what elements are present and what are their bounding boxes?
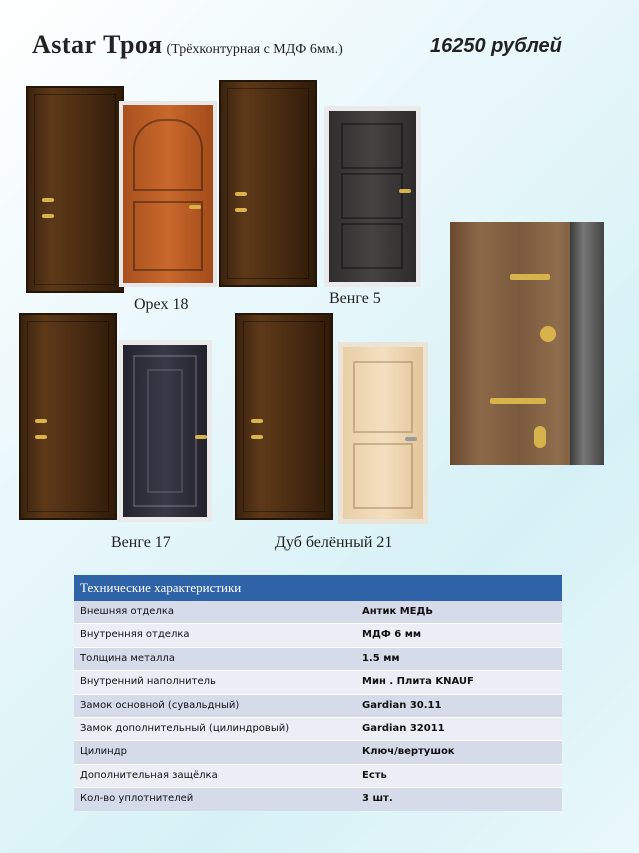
model-name: Astar Троя — [32, 30, 163, 59]
specs-table-header: Технические характеристики — [74, 575, 562, 601]
spec-value: Мин . Плита KNAUF — [362, 676, 474, 688]
door-exterior-image — [219, 80, 317, 287]
door-exterior-image — [19, 313, 117, 520]
product-title — [32, 30, 343, 60]
spec-label: Внутренняя отделка — [80, 629, 190, 641]
variant-label-3: Венге 17 — [111, 534, 171, 551]
spec-value: 3 шт. — [362, 793, 393, 805]
table-row — [74, 670, 562, 693]
spec-value: МДФ 6 мм — [362, 629, 422, 641]
spec-label: Внутренний наполнитель — [80, 676, 216, 688]
spec-value: Есть — [362, 769, 387, 781]
door-interior-oreh-18-image — [119, 101, 217, 287]
spec-label: Толщина металла — [80, 652, 175, 664]
model-subtitle: (Трёхконтурная с МДФ 6мм.) — [166, 42, 343, 57]
table-row — [74, 694, 562, 717]
spec-value: Gardian 32011 — [362, 722, 445, 734]
table-row — [74, 764, 562, 787]
spec-value: 1.5 мм — [362, 652, 400, 664]
table-row — [74, 740, 562, 763]
door-exterior-image — [235, 313, 333, 520]
table-row — [74, 601, 562, 623]
variant-label-1: Орех 18 — [134, 296, 189, 313]
door-interior-venge-17-image — [118, 340, 212, 522]
spec-label: Цилиндр — [80, 746, 127, 758]
price: 16250 рублей — [430, 35, 562, 57]
spec-value: Gardian 30.11 — [362, 699, 442, 711]
spec-label: Дополнительная защёлка — [80, 769, 218, 781]
specs-table — [74, 575, 562, 811]
table-row — [74, 787, 562, 810]
spec-value: Ключ/вертушок — [362, 746, 455, 758]
door-exterior-image — [26, 86, 124, 293]
spec-label: Замок дополнительный (цилиндровый) — [80, 722, 290, 734]
table-row — [74, 647, 562, 670]
spec-label: Внешняя отделка — [80, 606, 175, 617]
variant-label-2: Венге 5 — [329, 290, 381, 307]
table-row — [74, 717, 562, 740]
variant-label-4: Дуб белённый 21 — [275, 534, 393, 551]
door-interior-venge-5-image — [324, 106, 421, 287]
lock-detail-photo — [450, 222, 604, 465]
table-row — [74, 623, 562, 646]
spec-label: Замок основной (сувальдный) — [80, 699, 240, 711]
door-interior-dub-21-image — [338, 342, 428, 524]
spec-label: Кол-во уплотнителей — [80, 793, 194, 805]
spec-value: Антик МЕДЬ — [362, 606, 434, 617]
